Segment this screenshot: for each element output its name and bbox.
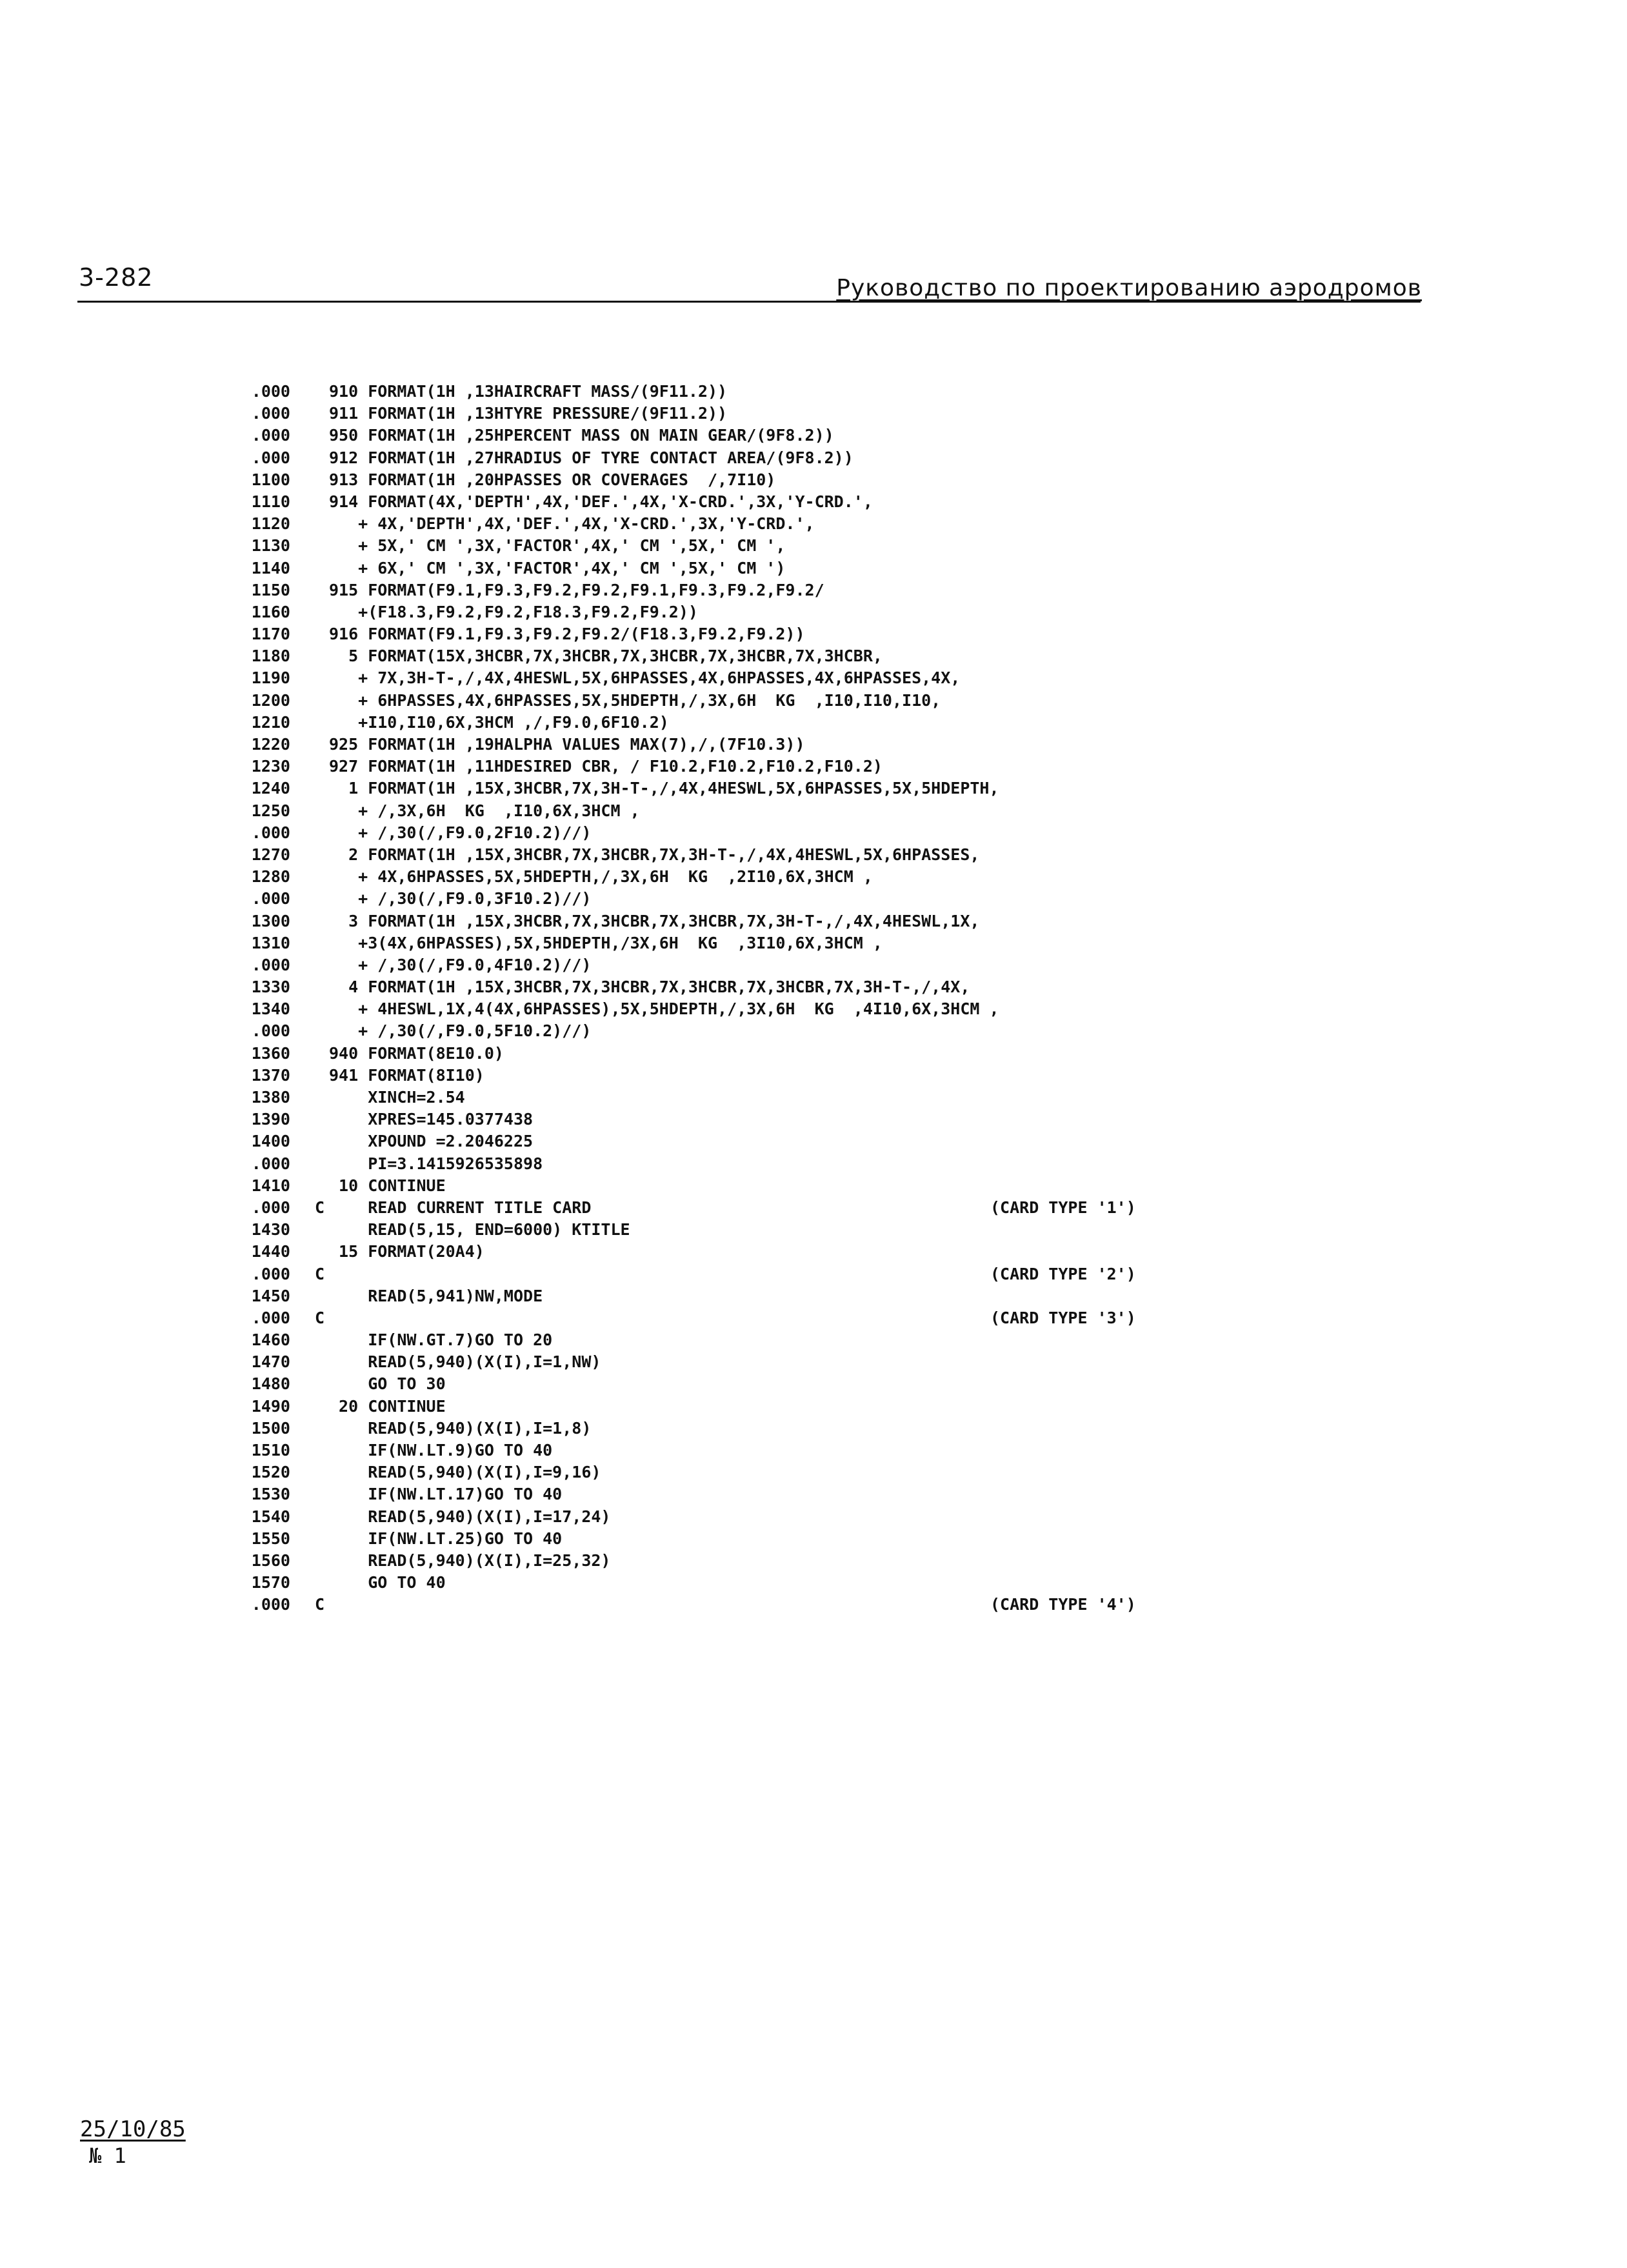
line-number: 1550	[251, 1529, 290, 1548]
code-text: XPRES=145.0377438	[329, 1110, 534, 1129]
line-number: 1400	[251, 1132, 290, 1151]
code-text: 915 FORMAT(F9.1,F9.3,F9.2,F9.2,F9.1,F9.3,F9.2,F9.2/	[329, 580, 824, 599]
code-text: 910 FORMAT(1H ,13HAIRCRAFT MASS/(9F11.2))	[329, 382, 728, 401]
code-text: 4 FORMAT(1H ,15X,3HCBR,7X,3HCBR,7X,3HCBR,7X,3HCBR,7X,3H-T-,/,4X,	[329, 978, 970, 997]
code-text: 912 FORMAT(1H ,27HRADIUS OF TYRE CONTACT AREA/(9F8.2))	[329, 448, 853, 467]
code-text: 20 CONTINUE	[329, 1396, 446, 1416]
line-number: 1470	[251, 1352, 290, 1372]
code-text: + 4X,6HPASSES,5X,5HDEPTH,/,3X,6H KG ,2I10,6X,3HCM ,	[329, 867, 873, 887]
line-number: 1510	[251, 1441, 290, 1460]
code-text: +3(4X,6HPASSES),5X,5HDEPTH,/3X,6H KG ,3I10,6X,3HCM ,	[329, 933, 883, 952]
code-text: 5 FORMAT(15X,3HCBR,7X,3HCBR,7X,3HCBR,7X,3HCBR,7X,3HCBR,	[329, 647, 883, 666]
line-number: .000	[251, 1198, 290, 1217]
line-number: 1130	[251, 536, 290, 556]
line-number: 1120	[251, 514, 290, 534]
line-number: .000	[251, 889, 290, 908]
book-title: Руководство по проектированию аэродромов	[836, 275, 1422, 301]
line-number: 1310	[251, 933, 290, 952]
line-number: 1520	[251, 1463, 290, 1482]
line-number: .000	[251, 1595, 290, 1614]
footer-date: 25/10/85	[80, 2116, 186, 2142]
page-number: 3-282	[79, 263, 154, 292]
code-text: READ(5,941)NW,MODE	[329, 1286, 543, 1305]
line-number: 1330	[251, 978, 290, 997]
footer-number: № 1	[89, 2143, 126, 2168]
line-number: 1500	[251, 1418, 290, 1438]
code-text: 940 FORMAT(8E10.0)	[329, 1043, 504, 1063]
comment-marker: C	[315, 1198, 325, 1217]
code-text: 1 FORMAT(1H ,15X,3HCBR,7X,3H-T-,/,4X,4HESWL,5X,6HPASSES,5X,5HDEPTH,	[329, 779, 999, 798]
code-text: 911 FORMAT(1H ,13HTYRE PRESSURE/(9F11.2))	[329, 404, 728, 423]
line-number: 1390	[251, 1110, 290, 1129]
line-number: 1360	[251, 1043, 290, 1063]
line-number: 1490	[251, 1396, 290, 1416]
code-text: 913 FORMAT(1H ,20HPASSES OR COVERAGES /,7I10)	[329, 470, 776, 489]
code-text: +I10,I10,6X,3HCM ,/,F9.0,6F10.2)	[329, 712, 669, 732]
code-text: XINCH=2.54	[329, 1088, 465, 1107]
code-text: + 4X,'DEPTH',4X,'DEF.',4X,'X-CRD.',3X,'Y-CRD.',	[329, 514, 815, 534]
code-text: + 7X,3H-T-,/,4X,4HESWL,5X,6HPASSES,4X,6HPASSES,4X,6HPASSES,4X,	[329, 668, 961, 688]
line-number: 1370	[251, 1065, 290, 1085]
code-text: READ(5,940)(X(I),I=9,16)	[329, 1463, 601, 1482]
line-number: 1340	[251, 999, 290, 1019]
line-number: 1190	[251, 668, 290, 688]
line-number: .000	[251, 426, 290, 445]
line-number: .000	[251, 382, 290, 401]
code-text: READ(5,15, END=6000) KTITLE	[329, 1220, 630, 1239]
line-number: .000	[251, 448, 290, 467]
card-type-note: (CARD TYPE '4')	[990, 1595, 1136, 1614]
code-text: + /,30(/,F9.0,2F10.2)//)	[329, 823, 592, 842]
code-text: + /,3X,6H KG ,I10,6X,3HCM ,	[329, 801, 640, 820]
code-text: READ CURRENT TITLE CARD	[329, 1198, 592, 1217]
code-text: + 5X,' CM ',3X,'FACTOR',4X,' CM ',5X,' CM ',	[329, 536, 786, 556]
code-text: 941 FORMAT(8I10)	[329, 1065, 484, 1085]
line-number: 1560	[251, 1550, 290, 1570]
code-text: + 6X,' CM ',3X,'FACTOR',4X,' CM ',5X,' CM ')	[329, 558, 786, 577]
code-text: IF(NW.LT.9)GO TO 40	[329, 1441, 553, 1460]
code-text: 950 FORMAT(1H ,25HPERCENT MASS ON MAIN GEAR/(9F8.2))	[329, 426, 834, 445]
line-number: 1140	[251, 558, 290, 577]
line-number: .000	[251, 1154, 290, 1173]
line-number: 1540	[251, 1507, 290, 1526]
line-number: 1300	[251, 911, 290, 930]
code-text: 916 FORMAT(F9.1,F9.3,F9.2,F9.2/(F18.3,F9.2,F9.2))	[329, 625, 805, 644]
line-number: 1530	[251, 1485, 290, 1504]
code-text: +(F18.3,F9.2,F9.2,F18.3,F9.2,F9.2))	[329, 602, 698, 621]
line-number: .000	[251, 1021, 290, 1041]
code-text: + /,30(/,F9.0,5F10.2)//)	[329, 1021, 592, 1041]
code-text: 925 FORMAT(1H ,19HALPHA VALUES MAX(7),/,(7F10.3))	[329, 735, 805, 754]
line-number: 1240	[251, 779, 290, 798]
line-number: 1220	[251, 735, 290, 754]
line-number: 1170	[251, 625, 290, 644]
line-number: 1110	[251, 492, 290, 511]
code-text: IF(NW.LT.25)GO TO 40	[329, 1529, 563, 1548]
code-text: GO TO 40	[329, 1573, 446, 1592]
line-number: 1380	[251, 1088, 290, 1107]
line-number: 1440	[251, 1242, 290, 1261]
code-text: GO TO 30	[329, 1374, 446, 1394]
line-number: 1280	[251, 867, 290, 887]
comment-marker: C	[315, 1595, 325, 1614]
line-number: 1160	[251, 602, 290, 621]
line-number: 1180	[251, 647, 290, 666]
line-number: 1570	[251, 1573, 290, 1592]
comment-marker: C	[315, 1308, 325, 1327]
line-number: 1230	[251, 757, 290, 776]
line-number: .000	[251, 1264, 290, 1283]
code-text: XPOUND =2.2046225	[329, 1132, 534, 1151]
card-type-note: (CARD TYPE '1')	[990, 1198, 1136, 1217]
line-number: 1200	[251, 690, 290, 710]
header-rule	[77, 301, 1421, 303]
line-number: 1270	[251, 845, 290, 864]
card-type-note: (CARD TYPE '2')	[990, 1264, 1136, 1283]
code-text: READ(5,940)(X(I),I=25,32)	[329, 1550, 611, 1570]
code-text: PI=3.1415926535898	[329, 1154, 543, 1173]
code-text: IF(NW.LT.17)GO TO 40	[329, 1485, 563, 1504]
code-text: + 4HESWL,1X,4(4X,6HPASSES),5X,5HDEPTH,/,3X,6H KG ,4I10,6X,3HCM ,	[329, 999, 999, 1019]
line-number: 1430	[251, 1220, 290, 1239]
line-number: 1480	[251, 1374, 290, 1394]
line-number: 1150	[251, 580, 290, 599]
line-number: 1210	[251, 712, 290, 732]
code-text: 10 CONTINUE	[329, 1176, 446, 1195]
code-text: READ(5,940)(X(I),I=1,NW)	[329, 1352, 601, 1372]
line-number: 1100	[251, 470, 290, 489]
line-number: 1250	[251, 801, 290, 820]
line-number: 1410	[251, 1176, 290, 1195]
code-text: READ(5,940)(X(I),I=1,8)	[329, 1418, 592, 1438]
line-number: 1450	[251, 1286, 290, 1305]
card-type-note: (CARD TYPE '3')	[990, 1308, 1136, 1327]
line-number: .000	[251, 823, 290, 842]
code-text: + /,30(/,F9.0,4F10.2)//)	[329, 955, 592, 974]
code-text: + 6HPASSES,4X,6HPASSES,5X,5HDEPTH,/,3X,6H KG ,I10,I10,I10,	[329, 690, 941, 710]
code-text: 927 FORMAT(1H ,11HDESIRED CBR, / F10.2,F10.2,F10.2,F10.2)	[329, 757, 883, 776]
line-number: 1460	[251, 1330, 290, 1350]
code-text: 914 FORMAT(4X,'DEPTH',4X,'DEF.',4X,'X-CRD.',3X,'Y-CRD.',	[329, 492, 873, 511]
code-text: 2 FORMAT(1H ,15X,3HCBR,7X,3HCBR,7X,3H-T-,/,4X,4HESWL,5X,6HPASSES,	[329, 845, 980, 864]
line-number: .000	[251, 1308, 290, 1327]
code-text: 3 FORMAT(1H ,15X,3HCBR,7X,3HCBR,7X,3HCBR,7X,3H-T-,/,4X,4HESWL,1X,	[329, 911, 980, 930]
code-text: + /,30(/,F9.0,3F10.2)//)	[329, 889, 592, 908]
code-text: IF(NW.GT.7)GO TO 20	[329, 1330, 553, 1350]
line-number: .000	[251, 404, 290, 423]
code-text: READ(5,940)(X(I),I=17,24)	[329, 1507, 611, 1526]
code-text: 15 FORMAT(20A4)	[329, 1242, 484, 1261]
comment-marker: C	[315, 1264, 325, 1283]
line-number: .000	[251, 955, 290, 974]
